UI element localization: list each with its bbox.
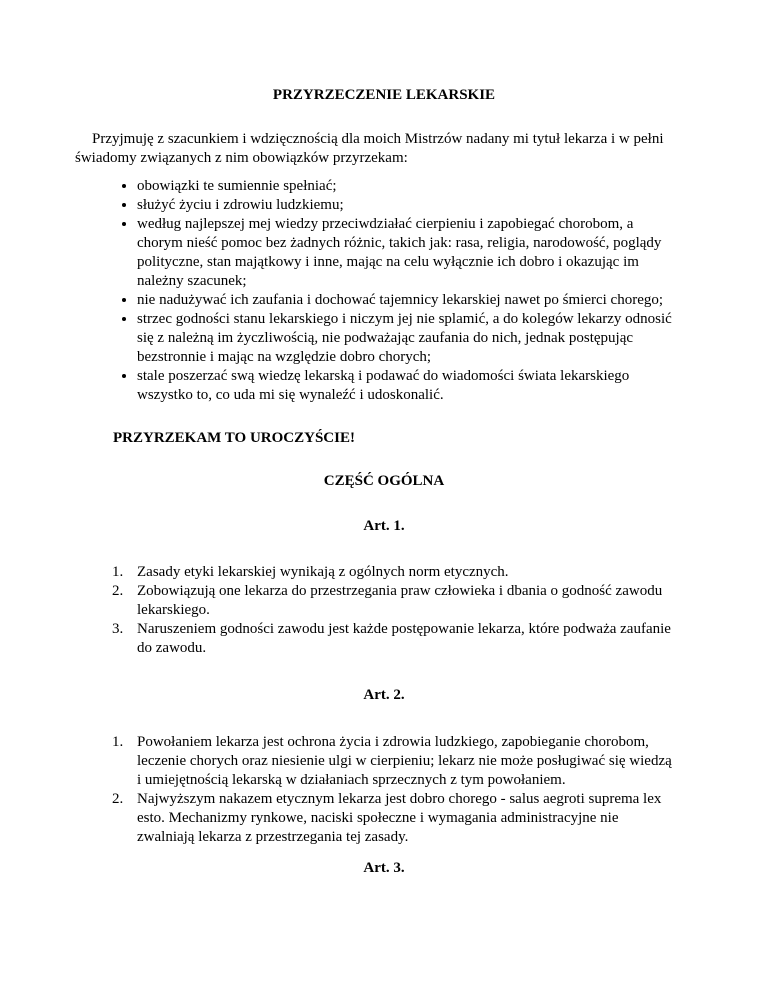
article-heading: Art. 2. [363,687,405,703]
item-number: 1. [112,734,124,750]
article-2-list [0,733,672,847]
document-title: PRZYRZECZENIE LEKARSKIE [272,87,496,103]
article-1-list [0,563,672,658]
list-item: • nie nadużywać ich zaufania i dochować tajemnicy lekarskiej nawet po śmierci chorego; [137,291,672,310]
list-item: • obowiązki te sumiennie spełniać; [137,177,672,196]
section-heading: CZĘŚĆ OGÓLNA [323,473,445,489]
list-item: • strzec godności stanu lekarskiego i niczym jej nie splamić, a do kolegów lekarzy odnosić się z należną im życzliwością, nie podważając zaufania do nich, jednak postępując bezstronnie i mając na względzie dobro chorych; [137,310,672,367]
item-number: 2. [112,791,124,807]
item-number: 2. [112,583,124,599]
item-text: Najwyższym nakazem etycznym lekarza jest dobro chorego - salus aegroti suprema lex esto. Mechanizmy rynkowe, naciski społeczne i wymagania administracyjne nie zwalniają lekarza z przestrzegania tej zasady. [137,791,662,845]
item-text: Zobowiązują one lekarza do przestrzegania praw człowieka i dbania o godność zawodu lekarskiego. [137,583,663,618]
item-number: 1. [112,564,124,580]
list-item: • służyć życiu i zdrowiu ludzkiemu; [137,196,672,215]
item-text: Naruszeniem godności zawodu jest każde postępowanie lekarza, które podważa zaufanie do zawodu. [137,621,671,656]
list-item: • stale poszerzać swą wiedzę lekarską i podawać do wiadomości świata lekarskiego wszystko to, co uda mi się wynaleźć i udoskonalić. [137,367,672,405]
item-text: Powołaniem lekarza jest ochrona życia i zdrowia ludzkiego, zapobieganie chorobom, leczenie chorych oraz niesienie ulgi w cierpieniu; lekarz nie może posługiwać się wiedzą i umiejętnością lekarską w działaniach sprzecznych z tym powołaniem. [137,734,672,788]
item-number: 3. [112,621,124,637]
item-text: Zasady etyki lekarskiej wynikają z ogólnych norm etycznych. [137,564,509,580]
list-item [0,733,672,790]
list-item [0,790,672,847]
list-item [0,620,672,658]
list-item [0,582,672,620]
list-item [0,563,672,582]
list-item: • według najlepszej mej wiedzy przeciwdziałać cierpieniu i zapobiegać chorobom, a chorym nieść pomoc bez żadnych różnic, takich jak: rasa, religia, narodowość, poglądy polityczne, stan majątkowy i inne, mając na celu wyłącznie ich dobro i okazując im należny szacunek; [137,215,672,291]
article-heading: Art. 1. [363,518,405,534]
pledge-list [0,177,672,405]
intro-paragraph: Przyjmuję z szacunkiem i wdzięcznością dla moich Mistrzów nadany mi tytuł lekarza i w pełni świadomy związanych z nim obowiązków przyrzekam: [75,131,664,166]
oath-closing: PRZYRZEKAM TO UROCZYŚCIE! [113,430,355,446]
article-heading: Art. 3. [363,860,405,876]
